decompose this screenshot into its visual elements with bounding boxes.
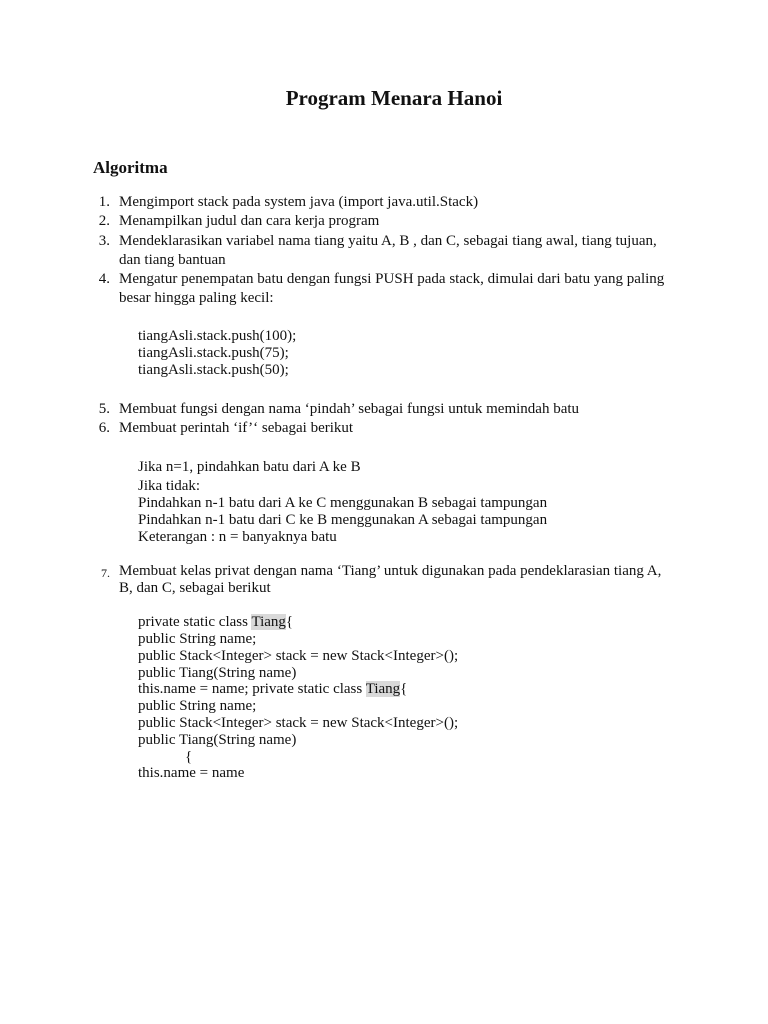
code-text: this.name = name; private static class [138, 681, 366, 697]
code-line: tiangAsli.stack.push(75); [138, 345, 289, 361]
code-line: tiangAsli.stack.push(50); [138, 362, 289, 378]
section-heading: Algoritma [93, 158, 168, 177]
code-line [138, 681, 407, 698]
list-number: 7. [101, 566, 110, 580]
code-line: public String name; [138, 698, 257, 714]
code-line: public String name; [138, 631, 257, 647]
highlighted-word: Tiang [365, 681, 401, 697]
list-item: Membuat kelas privat dengan nama ‘Tiang’ untuk digunakan pada pendeklarasian tiang A, [119, 563, 662, 579]
if-line: Jika tidak: [138, 478, 201, 494]
if-line: Pindahkan n-1 batu dari C ke B menggunakan A sebagai tampungan [138, 512, 548, 528]
code-line: public Stack<Integer> stack = new Stack<Integer>(); [138, 648, 459, 664]
code-text: { [285, 614, 294, 630]
list-number: 5. [98, 401, 110, 417]
list-item: Menampilkan judul dan cara kerja program [119, 213, 380, 229]
list-number: 4. [98, 271, 110, 287]
if-line: Pindahkan n-1 batu dari A ke C menggunakan B sebagai tampungan [138, 495, 548, 511]
code-line: this.name = name [138, 765, 245, 781]
code-line: public Tiang(String name) [138, 665, 297, 681]
if-line: Jika n=1, pindahkan batu dari A ke B [138, 459, 361, 475]
list-number: 3. [98, 233, 110, 249]
list-item: Mendeklarasikan variabel nama tiang yaitu A, B , dan C, sebagai tiang awal, tiang tujuan, [119, 233, 657, 249]
list-number: 6. [98, 420, 110, 436]
list-number: 2. [98, 213, 110, 229]
list-item: Mengimport stack pada system java (import java.util.Stack) [119, 194, 479, 210]
list-item-continuation: dan tiang bantuan [119, 252, 226, 268]
code-line: tiangAsli.stack.push(100); [138, 328, 297, 344]
list-item-continuation: besar hingga paling kecil: [119, 290, 274, 306]
code-line [138, 614, 293, 631]
page-title: Program Menara Hanoi [285, 86, 503, 110]
code-line: { [185, 749, 193, 765]
list-item-continuation: B, dan C, sebagai berikut [119, 580, 271, 596]
code-text: private static class [138, 614, 252, 630]
list-number: 1. [98, 194, 110, 210]
code-text: { [400, 681, 408, 697]
list-item: Membuat fungsi dengan nama ‘pindah’ sebagai fungsi untuk memindah batu [119, 401, 580, 417]
code-line: public Tiang(String name) [138, 732, 297, 748]
list-item: Mengatur penempatan batu dengan fungsi PUSH pada stack, dimulai dari batu yang paling [119, 271, 665, 287]
code-line: public Stack<Integer> stack = new Stack<Integer>(); [138, 715, 459, 731]
if-line: Keterangan : n = banyaknya batu [138, 529, 337, 545]
highlighted-word: Tiang [251, 614, 286, 630]
list-item: Membuat perintah ‘if’‘ sebagai berikut [119, 420, 354, 436]
